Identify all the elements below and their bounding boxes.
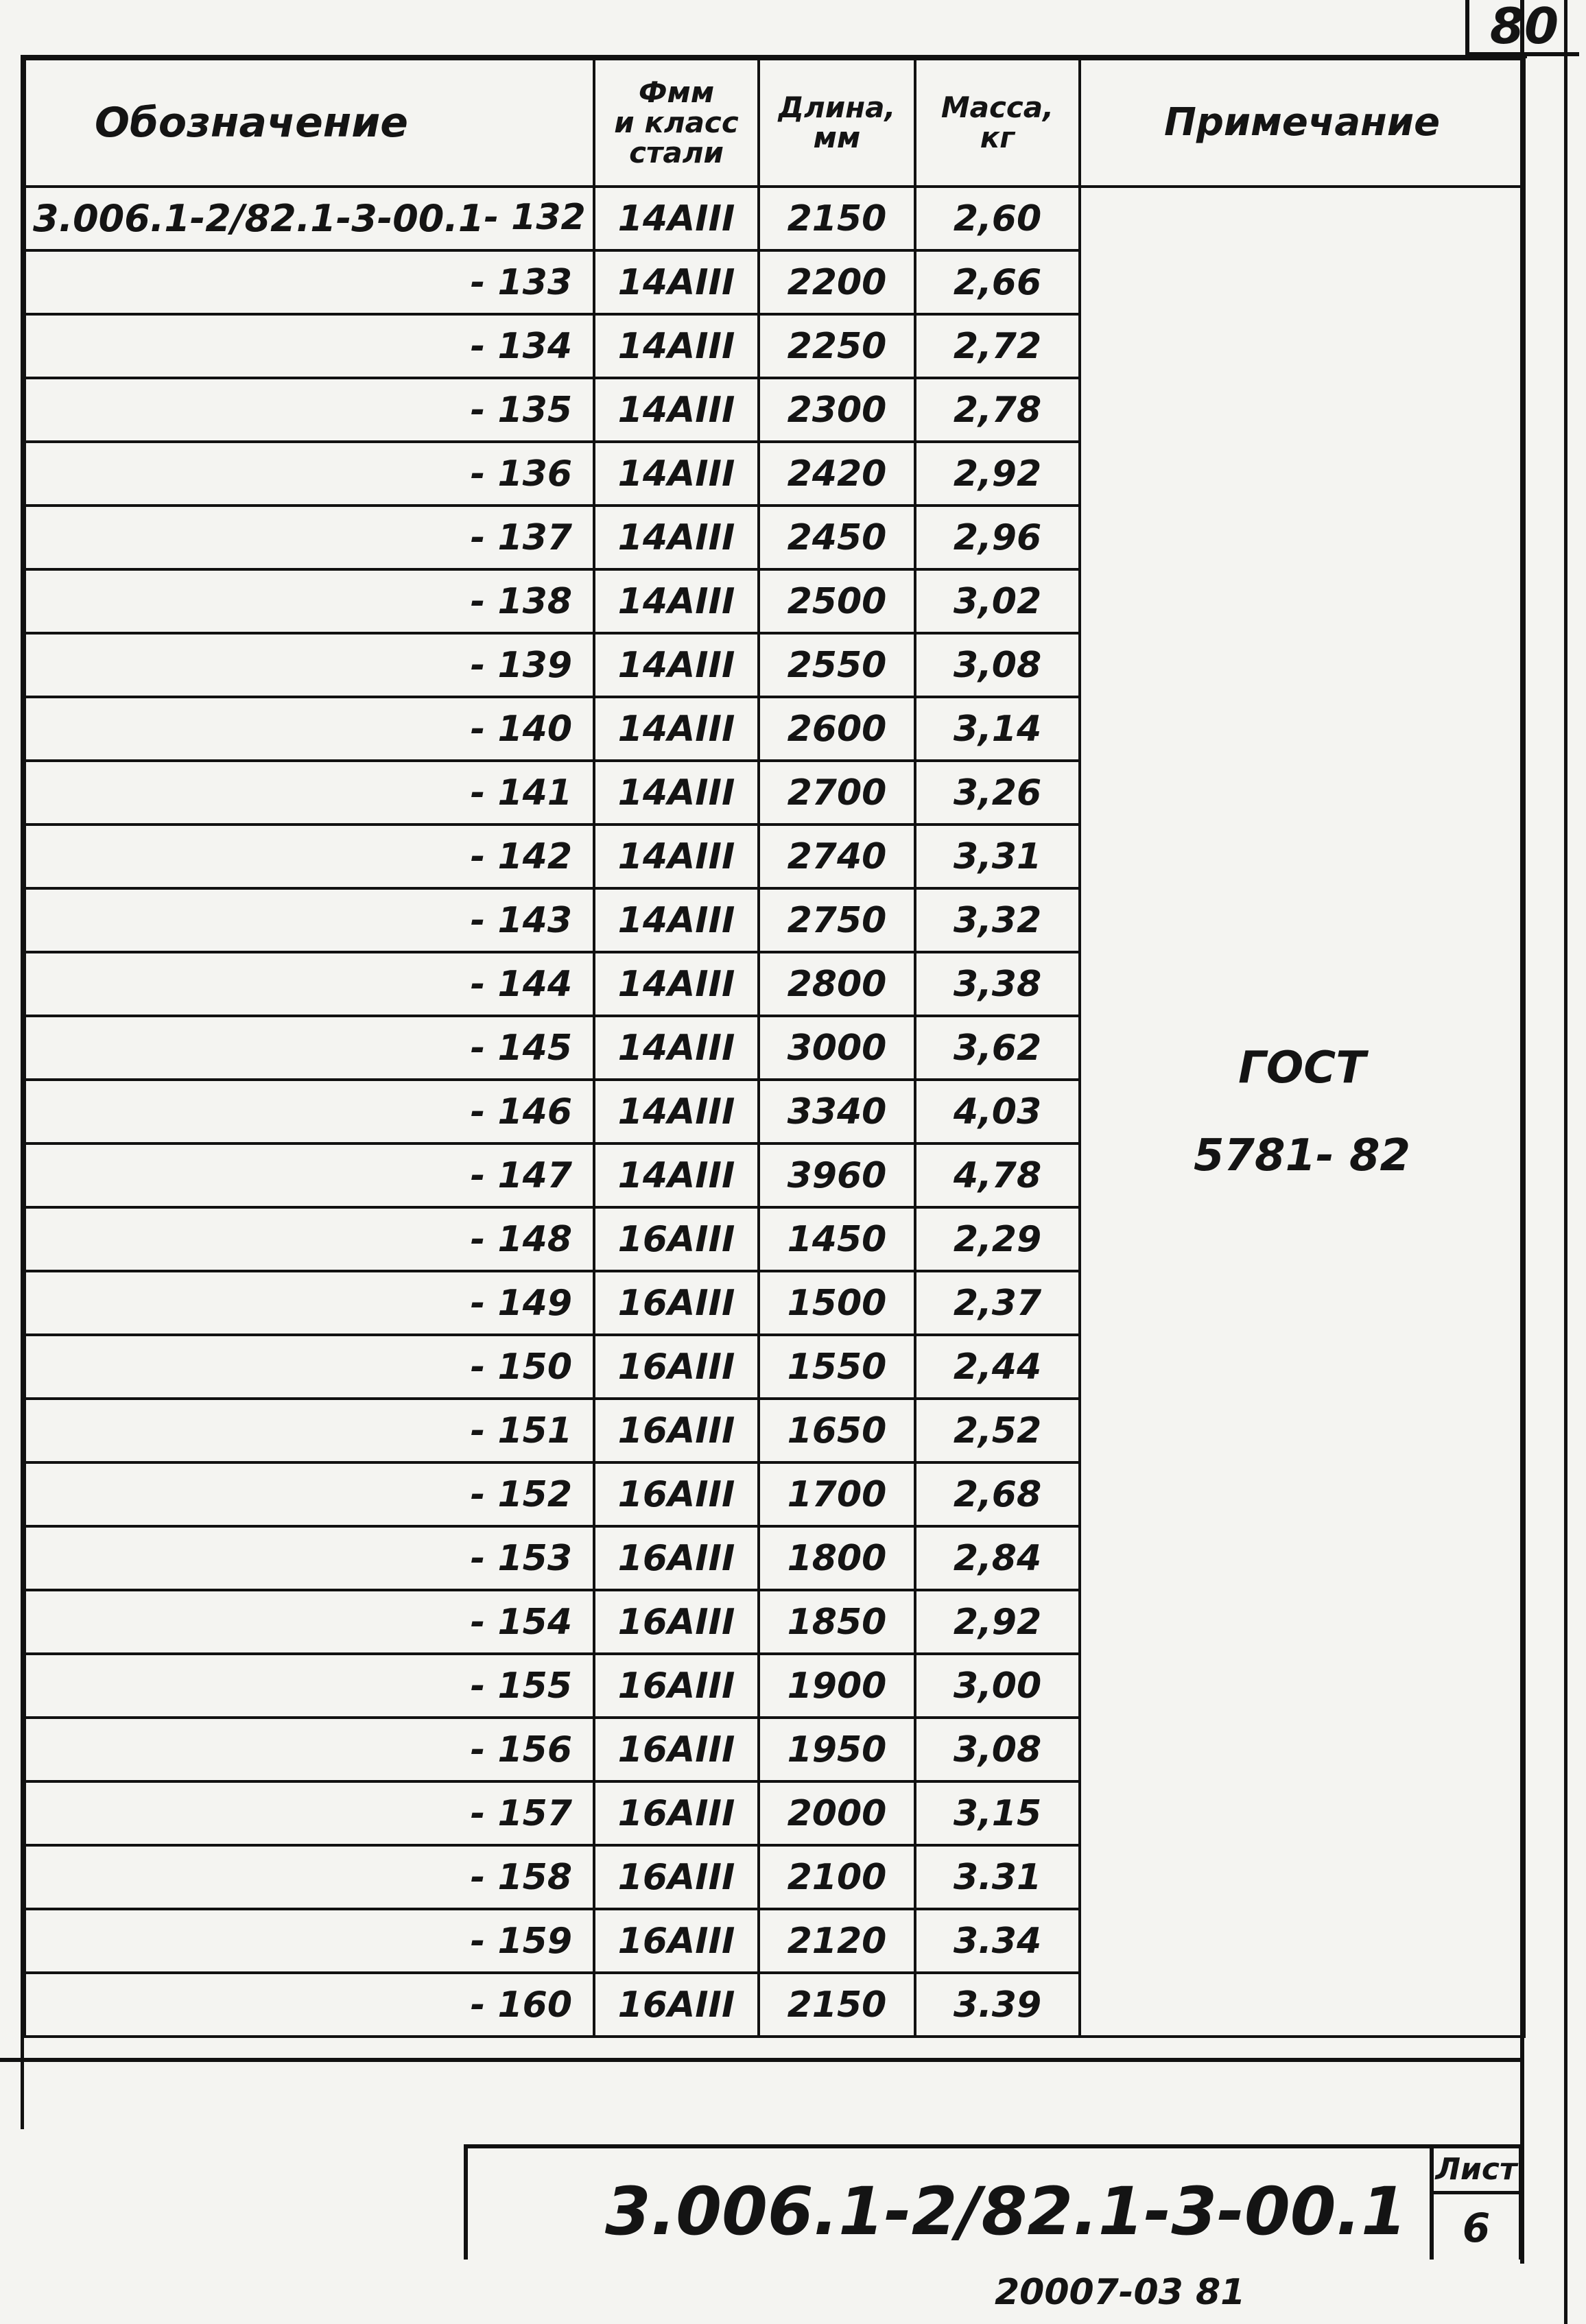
frame-outer-right-border xyxy=(1564,0,1567,2324)
cell-mass: 4,78 xyxy=(915,1143,1080,1207)
cell-designation xyxy=(25,1271,594,1335)
cell-designation xyxy=(25,633,594,697)
cell-steel-class: 14AIII xyxy=(594,888,759,952)
position-number: - 157 xyxy=(470,1792,572,1834)
cell-length: 1700 xyxy=(759,1462,915,1526)
cell-mass: 2,78 xyxy=(915,378,1080,442)
cell-length: 2120 xyxy=(759,1909,915,1973)
position-number: - 132 xyxy=(484,197,586,238)
cell-steel-class: 14AIII xyxy=(594,1016,759,1080)
cell-length: 2550 xyxy=(759,633,915,697)
specification-table xyxy=(23,58,1526,2038)
cell-designation xyxy=(25,314,594,378)
cell-designation xyxy=(25,1080,594,1143)
cell-length: 1550 xyxy=(759,1335,915,1399)
cell-designation xyxy=(25,569,594,633)
cell-steel-class: 14AIII xyxy=(594,378,759,442)
cell-steel-class: 14AIII xyxy=(594,952,759,1016)
cell-length: 2450 xyxy=(759,506,915,569)
cell-designation xyxy=(25,1462,594,1526)
cell-length: 3960 xyxy=(759,1143,915,1207)
cell-length: 1650 xyxy=(759,1399,915,1462)
cell-length: 1950 xyxy=(759,1718,915,1781)
cell-mass: 3,31 xyxy=(915,825,1080,888)
cell-mass: 3,14 xyxy=(915,697,1080,761)
cell-steel-class: 14AIII xyxy=(594,697,759,761)
cell-length: 2300 xyxy=(759,378,915,442)
cell-mass: 2,60 xyxy=(915,187,1080,250)
cell-length: 2200 xyxy=(759,250,915,314)
cell-designation xyxy=(25,1718,594,1781)
cell-steel-class: 14AIII xyxy=(594,761,759,825)
archive-number: 20007-03 81 xyxy=(995,2272,1246,2313)
cell-designation xyxy=(25,1781,594,1845)
cell-mass: 3,08 xyxy=(915,633,1080,697)
cell-designation xyxy=(25,1207,594,1271)
cell-designation xyxy=(25,888,594,952)
header-mass-line1: Масса, xyxy=(940,90,1054,124)
cell-mass: 3,38 xyxy=(915,952,1080,1016)
cell-steel-class: 16AIII xyxy=(594,1718,759,1781)
cell-length: 3340 xyxy=(759,1080,915,1143)
header-length-line2: мм xyxy=(813,121,861,154)
table-row xyxy=(25,187,1524,250)
cell-designation xyxy=(25,1143,594,1207)
position-number: - 153 xyxy=(470,1537,572,1579)
sheet-number: 6 xyxy=(1462,2205,1491,2251)
cell-mass: 3,32 xyxy=(915,888,1080,952)
cell-mass: 2,66 xyxy=(915,250,1080,314)
cell-mass: 2,92 xyxy=(915,442,1080,506)
cell-steel-class: 16AIII xyxy=(594,1909,759,1973)
cell-designation xyxy=(25,1016,594,1080)
cell-mass: 2,84 xyxy=(915,1526,1080,1590)
cell-designation xyxy=(25,1845,594,1909)
cell-steel-class: 16AIII xyxy=(594,1590,759,1654)
cell-designation xyxy=(25,952,594,1016)
cell-steel-class: 14AIII xyxy=(594,250,759,314)
table-header-row xyxy=(25,59,1524,187)
cell-designation xyxy=(25,825,594,888)
cell-steel-class: 16AIII xyxy=(594,1845,759,1909)
cell-mass: 3.39 xyxy=(915,1973,1080,2037)
cell-mass: 3,15 xyxy=(915,1781,1080,1845)
cell-designation xyxy=(25,1335,594,1399)
cell-mass: 3,02 xyxy=(915,569,1080,633)
header-diameter-line3: стали xyxy=(629,136,724,170)
header-diameter-line1: Фмм xyxy=(638,75,715,109)
cell-note xyxy=(1080,187,1524,2037)
cell-mass: 4,03 xyxy=(915,1080,1080,1143)
cell-mass: 3,26 xyxy=(915,761,1080,825)
cell-steel-class: 14AIII xyxy=(594,825,759,888)
title-block xyxy=(464,2144,1523,2260)
position-number: - 140 xyxy=(470,708,572,750)
note-line2: 5781- 82 xyxy=(1193,1130,1411,1181)
cell-steel-class: 14AIII xyxy=(594,1080,759,1143)
header-designation: Обозначение xyxy=(25,59,594,187)
cell-length: 2150 xyxy=(759,1973,915,2037)
cell-steel-class: 14AIII xyxy=(594,633,759,697)
cell-length: 2500 xyxy=(759,569,915,633)
cell-designation xyxy=(25,1399,594,1462)
cell-mass: 2,52 xyxy=(915,1399,1080,1462)
position-number: - 135 xyxy=(470,389,572,431)
sheet-number-box xyxy=(1430,2148,1519,2260)
position-number: - 133 xyxy=(470,261,572,303)
cell-length: 2600 xyxy=(759,697,915,761)
cell-length: 1850 xyxy=(759,1590,915,1654)
sheet-corner-number: 80 xyxy=(1465,0,1579,56)
cell-mass: 2,44 xyxy=(915,1335,1080,1399)
designation-prefix: 3.006.1-2/82.1-3-00.1 xyxy=(33,197,484,240)
cell-steel-class: 14AIII xyxy=(594,187,759,250)
cell-designation xyxy=(25,378,594,442)
cell-steel-class: 16AIII xyxy=(594,1781,759,1845)
position-number: - 146 xyxy=(470,1091,572,1133)
table-body xyxy=(25,187,1524,2037)
cell-length: 2750 xyxy=(759,888,915,952)
position-number: - 148 xyxy=(470,1218,572,1260)
position-number: - 156 xyxy=(470,1729,572,1770)
cell-steel-class: 16AIII xyxy=(594,1399,759,1462)
header-mass xyxy=(915,59,1080,187)
cell-steel-class: 16AIII xyxy=(594,1654,759,1718)
cell-length: 2800 xyxy=(759,952,915,1016)
cell-length: 2740 xyxy=(759,825,915,888)
cell-steel-class: 14AIII xyxy=(594,442,759,506)
cell-length: 2700 xyxy=(759,761,915,825)
cell-mass: 2,96 xyxy=(915,506,1080,569)
cell-steel-class: 16AIII xyxy=(594,1462,759,1526)
position-number: - 143 xyxy=(470,899,572,941)
cell-steel-class: 14AIII xyxy=(594,569,759,633)
cell-steel-class: 16AIII xyxy=(594,1207,759,1271)
position-number: - 138 xyxy=(470,580,572,622)
position-number: - 154 xyxy=(470,1601,572,1643)
cell-length: 2100 xyxy=(759,1845,915,1909)
header-mass-line2: кг xyxy=(980,121,1015,154)
position-number: - 149 xyxy=(470,1282,572,1324)
cell-designation xyxy=(25,1590,594,1654)
header-note: Примечание xyxy=(1080,59,1524,187)
header-length xyxy=(759,59,915,187)
header-length-line1: Длина, xyxy=(778,90,896,124)
cell-length: 1500 xyxy=(759,1271,915,1335)
position-number: - 155 xyxy=(470,1665,572,1707)
cell-length: 1800 xyxy=(759,1526,915,1590)
cell-length: 2420 xyxy=(759,442,915,506)
cell-length: 2000 xyxy=(759,1781,915,1845)
cell-designation xyxy=(25,187,594,250)
position-number: - 152 xyxy=(470,1473,572,1515)
header-diameter xyxy=(594,59,759,187)
position-number: - 141 xyxy=(470,772,572,814)
position-number: - 147 xyxy=(470,1154,572,1196)
cell-designation xyxy=(25,697,594,761)
cell-steel-class: 16AIII xyxy=(594,1973,759,2037)
bottom-separator-line xyxy=(0,2058,1523,2062)
cell-mass: 3.31 xyxy=(915,1845,1080,1909)
cell-steel-class: 16AIII xyxy=(594,1271,759,1335)
cell-steel-class: 14AIII xyxy=(594,1143,759,1207)
cell-steel-class: 14AIII xyxy=(594,314,759,378)
cell-mass: 2,68 xyxy=(915,1462,1080,1526)
cell-length: 2250 xyxy=(759,314,915,378)
cell-steel-class: 14AIII xyxy=(594,506,759,569)
position-number: - 150 xyxy=(470,1346,572,1388)
position-number: - 134 xyxy=(470,325,572,367)
sheet-label: Лист xyxy=(1434,2148,1519,2194)
cell-designation xyxy=(25,1526,594,1590)
cell-steel-class: 16AIII xyxy=(594,1335,759,1399)
position-number: - 151 xyxy=(470,1410,572,1451)
cell-steel-class: 16AIII xyxy=(594,1526,759,1590)
position-number: - 159 xyxy=(470,1920,572,1962)
cell-designation xyxy=(25,761,594,825)
position-number: - 144 xyxy=(470,963,572,1005)
cell-mass: 2,29 xyxy=(915,1207,1080,1271)
position-number: - 160 xyxy=(470,1984,572,2026)
cell-mass: 3.34 xyxy=(915,1909,1080,1973)
cell-designation xyxy=(25,1654,594,1718)
cell-designation xyxy=(25,250,594,314)
position-number: - 142 xyxy=(470,835,572,877)
cell-designation xyxy=(25,442,594,506)
cell-mass: 3,08 xyxy=(915,1718,1080,1781)
cell-length: 2150 xyxy=(759,187,915,250)
note-line1: ГОСТ xyxy=(1238,1042,1366,1093)
cell-length: 1900 xyxy=(759,1654,915,1718)
cell-mass: 2,92 xyxy=(915,1590,1080,1654)
position-number: - 137 xyxy=(470,517,572,558)
document-code: 3.006.1-2/82.1-3-00.1 xyxy=(605,2173,1407,2250)
cell-designation xyxy=(25,1973,594,2037)
cell-length: 1450 xyxy=(759,1207,915,1271)
cell-mass: 2,37 xyxy=(915,1271,1080,1335)
position-number: - 145 xyxy=(470,1027,572,1069)
header-diameter-line2: и класс xyxy=(614,105,739,139)
position-number: - 158 xyxy=(470,1856,572,1898)
cell-mass: 2,72 xyxy=(915,314,1080,378)
cell-mass: 3,62 xyxy=(915,1016,1080,1080)
cell-designation xyxy=(25,1909,594,1973)
cell-length: 3000 xyxy=(759,1016,915,1080)
position-number: - 136 xyxy=(470,453,572,495)
cell-mass: 3,00 xyxy=(915,1654,1080,1718)
cell-designation xyxy=(25,506,594,569)
position-number: - 139 xyxy=(470,644,572,686)
